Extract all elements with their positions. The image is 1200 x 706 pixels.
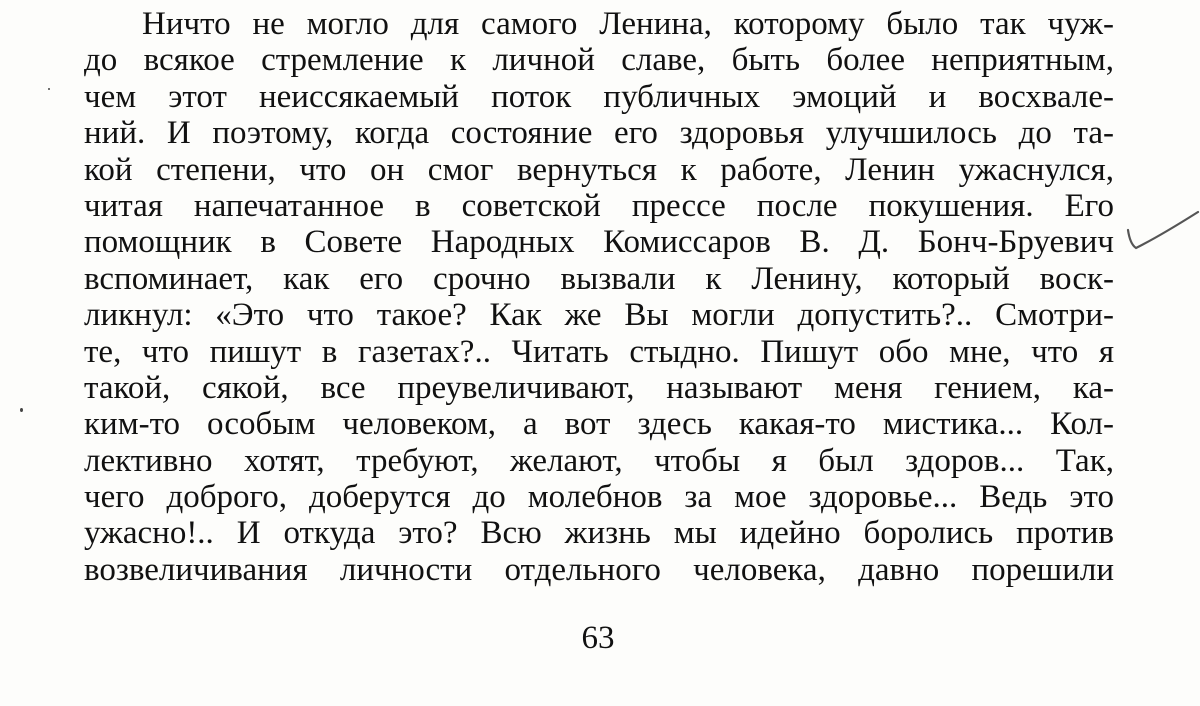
pencil-tick-icon xyxy=(1120,200,1200,260)
text-line: ликнул: «Это что такое? Как же Вы могли допустить?.. Смотри- xyxy=(84,297,1114,334)
text-line: читая напечатанное в советской прессе после покушения. Его xyxy=(84,187,1114,224)
text-line: лективно хотят, требуют, желают, чтобы я был здоров... Так, xyxy=(84,442,1114,479)
text-line: кой степени, что он смог вернуться к работе, Ленин ужаснулся, xyxy=(84,151,1114,188)
text-line: Ничто не могло для самого Ленина, которому было так чуж- xyxy=(142,6,1114,42)
text-line: ким-то особым человеком, а вот здесь какая-то мистика... Кол- xyxy=(84,406,1114,443)
scan-speck xyxy=(48,88,50,90)
text-line: такой, сякой, все преувеличивают, называют меня гением, ка- xyxy=(84,369,1114,406)
text-line: вспоминает, как его срочно вызвали к Ленину, который воск- xyxy=(84,260,1114,297)
text-line: возвеличивания личности отдельного человека, давно порешили xyxy=(84,551,1114,588)
text-line: ужасно!.. И откуда это? Всю жизнь мы идейно боролись против xyxy=(84,515,1114,552)
text-line: чем этот неиссякаемый поток публичных эмоций и восхвале- xyxy=(84,78,1114,115)
text-line: те, что пишут в газетах?.. Читать стыдно. Пишут обо мне, что я xyxy=(84,333,1114,370)
text-line: чего доброго, доберутся до молебнов за мое здоровье... Ведь это xyxy=(84,479,1114,516)
text-line: до всякое стремление к личной славе, быть более неприятным, xyxy=(84,42,1114,79)
body-text xyxy=(84,6,1114,588)
text-line: ний. И поэтому, когда состояние его здоровья улучшилось до та- xyxy=(84,115,1114,152)
page-number: 63 xyxy=(581,620,615,656)
scan-speck xyxy=(20,408,23,412)
text-line: помощник в Совете Народных Комиссаров В. Д. Бонч-Бруевич xyxy=(84,224,1114,261)
